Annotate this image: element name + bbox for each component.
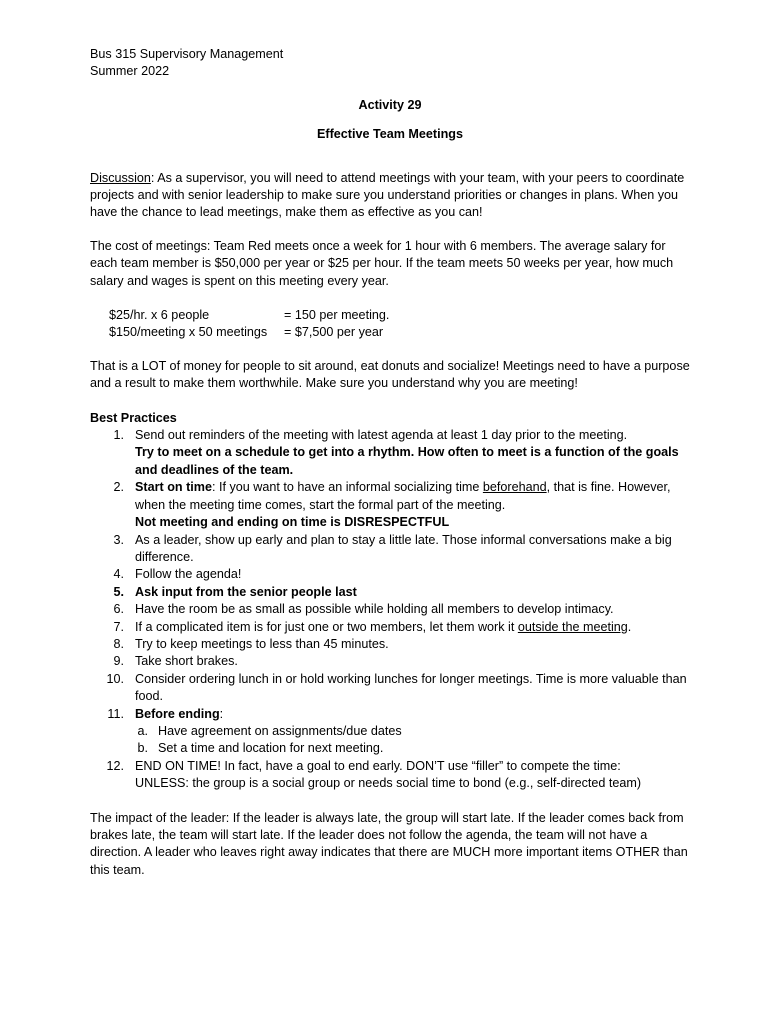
item-pre: : If you want to have an informal socializing time [211,480,483,495]
item-number: 5. [113,584,124,599]
item-number: 7. [113,619,124,634]
item-number: 9. [113,654,124,669]
term: Summer 2022 [90,64,170,79]
sub-item [135,740,690,757]
item-post: . [627,619,632,634]
sub-item [135,723,690,740]
item-text: As a leader, show up early and plan to stay a little late. Those informal conversations make a big difference. [135,532,672,564]
list-item [90,601,690,618]
item-text: Try to keep meetings to less than 45 minutes. [135,636,389,651]
item-number: 12. [106,758,124,773]
calc-right: = 150 per meeting. [284,308,390,323]
sub-item-text: Set a time and location for next meeting. [158,741,384,756]
list-item [90,584,690,601]
item-underline: beforehand [482,480,547,495]
sub-item-letter: a. [137,723,148,738]
item-text: Follow the agenda! [135,567,242,582]
calc-left: $25/hr. x 6 people [109,308,210,323]
item-post: : [219,706,224,721]
list-item [90,479,690,531]
item-text: Take short brakes. [135,654,238,669]
cost-calculation [90,307,690,342]
calc-row [109,307,690,324]
item-number: 11. [107,706,124,721]
item-number: 3. [113,532,124,547]
sub-item-letter: b. [137,741,148,756]
list-item [90,636,690,653]
best-practices-list [90,427,690,793]
discussion-paragraph [90,170,690,222]
item-underline: outside the meeting [517,619,628,634]
item-text-continued: UNLESS: the group is a social group or needs social time to bond (e.g., self-directed team) [135,776,642,791]
list-item [90,671,690,706]
cost-paragraph: The cost of meetings: Team Red meets once a week for 1 hour with 6 members. The average salary for each team member is $50,000 per year or $25 per hour. If the team meets 50 weeks per year, how much salary and wages is spent on this meeting every year. [90,238,674,288]
list-item [90,566,690,583]
calc-row [109,324,690,341]
item-number: 2. [113,480,124,495]
list-item [90,758,690,793]
item-post: , that is fine. However, when the meeting time comes, start the formal part of the meeting. [135,480,671,512]
item-bold-text: Try to meet on a schedule to get into a rhythm. How often to meet is a function of the goals and deadlines of the team. [135,445,679,477]
item-number: 1. [113,428,124,443]
item-text: Ask input from the senior people last [135,584,357,599]
discussion-label: Discussion [90,170,151,185]
item-text: END ON TIME! In fact, have a goal to end early. DON’T use “filler” to compete the time: [135,758,621,773]
item-text [135,479,690,514]
list-item [90,532,690,567]
item-lead: Start on time [135,480,212,495]
item-lead: Before ending [135,706,220,721]
list-item [90,653,690,670]
item-text: Consider ordering lunch in or hold working lunches for longer meetings. Time is more valuable than food. [135,671,687,704]
list-item [90,619,690,636]
impact-paragraph: The impact of the leader: If the leader is always late, the group will start late. If the leader comes back from brakes late, the team will start late. If the leader does not follow the agenda, the team will not have a direction. A leader who leaves right away indicates that there are MUCH more important items OTHER than this team. [90,810,688,877]
item-text: Have the room be as small as possible while holding all members to develop intimacy. [135,602,614,617]
calc-right: = $7,500 per year [284,325,384,340]
item-number: 10. [106,671,124,686]
activity-subtitle: Effective Team Meetings [316,127,464,142]
course-name: Bus 315 Supervisory Management [90,47,284,61]
item-number: 6. [113,602,124,617]
item-bold-text: Not meeting and ending on time is DISRESPECTFUL [135,515,450,530]
discussion-text: : As a supervisor, you will need to attend meetings with your team, with your peers to coordinate projects and with senior leadership to make sure you understand priorities or changes in plans. When you have the chance to lead meetings, make them as effective as you can! [90,170,685,220]
activity-title: Activity 29 [358,97,422,112]
list-item [90,706,690,758]
item-pre: If a complicated item is for just one or two members, let them work it [135,619,518,634]
best-practices-heading: Best Practices [90,410,177,425]
lot-paragraph: That is a LOT of money for people to sit around, eat donuts and socialize! Meetings need to have a purpose and a result to make them worthwhile. Make sure you understand why you are meeting! [90,358,690,391]
item-text [135,706,690,723]
item-text: Send out reminders of the meeting with latest agenda at least 1 day prior to the meeting. [135,428,628,443]
list-item [90,427,690,479]
item-text [135,619,690,636]
calc-left: $150/meeting x 50 meetings [109,325,268,340]
item-number: 4. [113,567,124,582]
sub-item-text: Have agreement on assignments/due dates [158,723,402,738]
document-page [90,46,690,879]
item-number: 8. [113,636,124,651]
